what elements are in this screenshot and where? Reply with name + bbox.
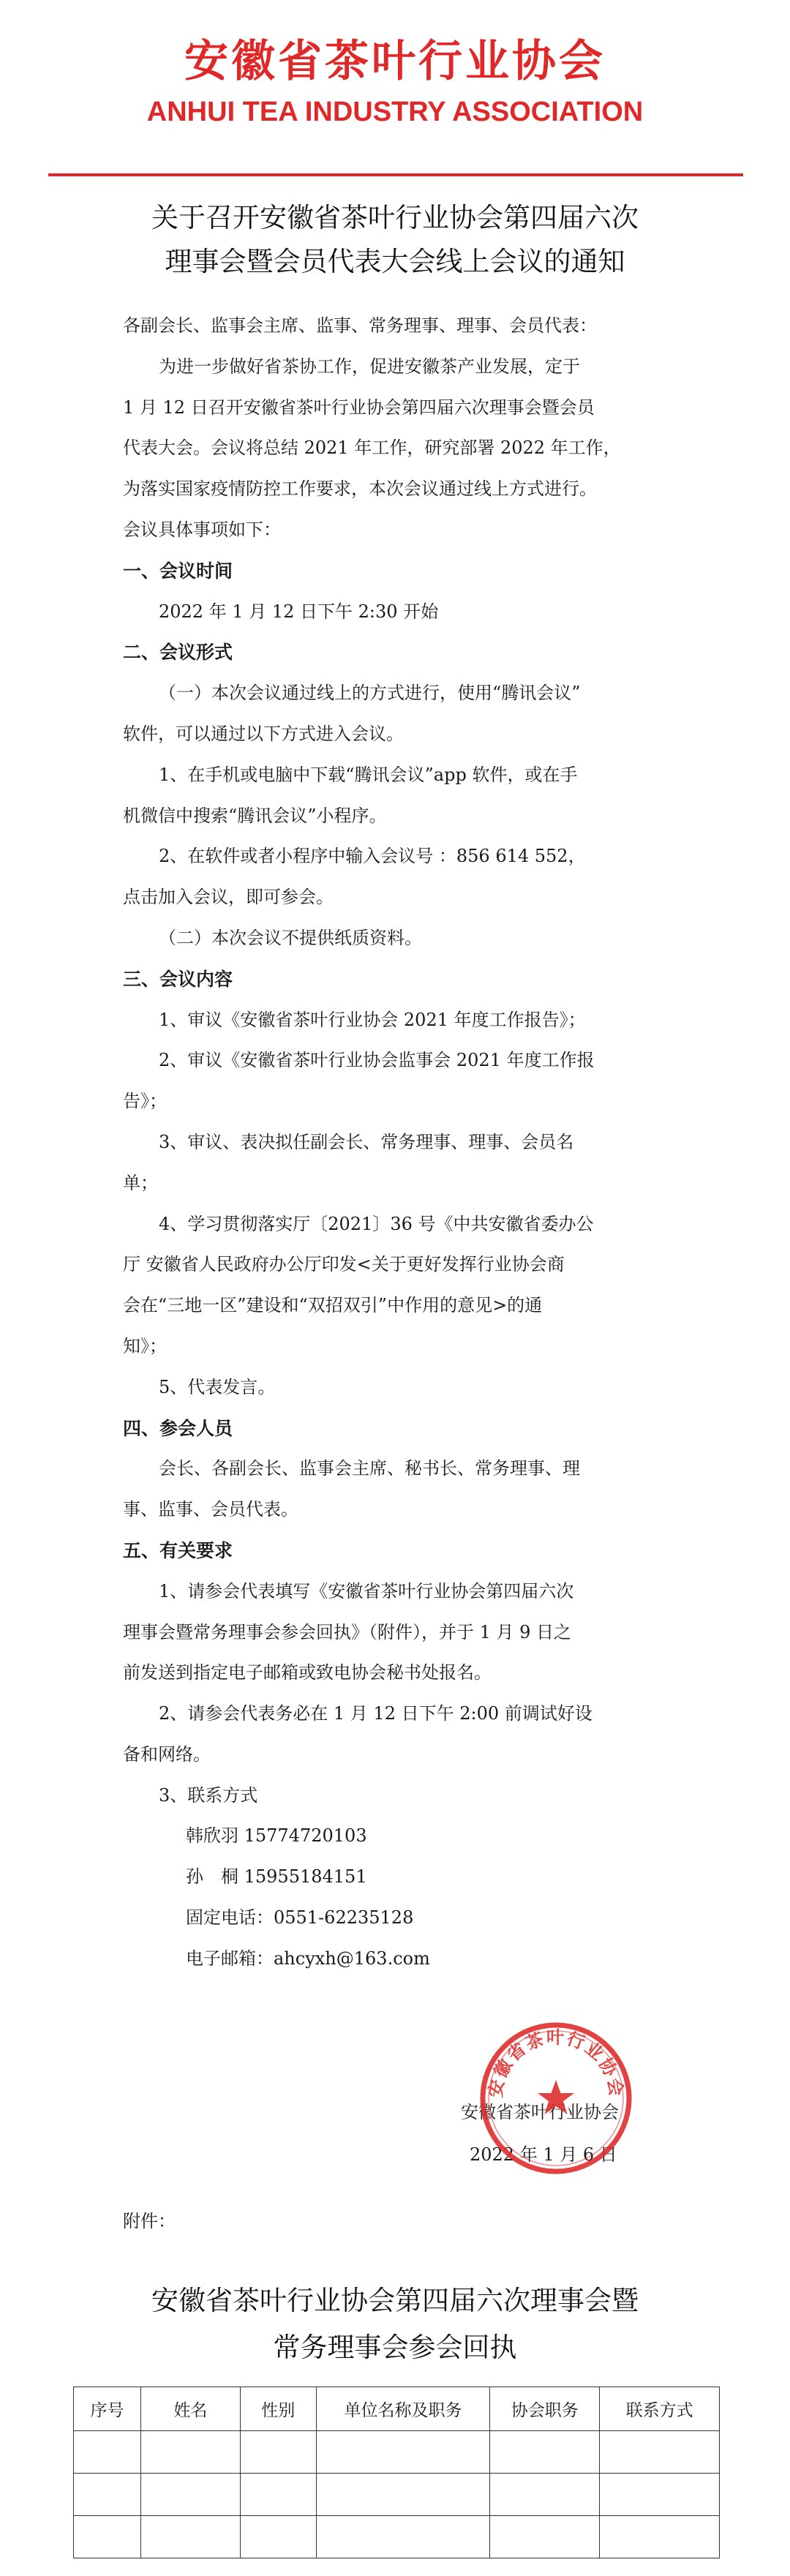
section-3-line: 告》； [123, 1091, 167, 1112]
table-cell[interactable] [600, 2431, 720, 2474]
table-cell[interactable] [316, 2431, 490, 2474]
section-3-line: 单； [123, 1172, 158, 1193]
notice-title-line-1: 关于召开安徽省茶叶行业协会第四届六次 [151, 202, 639, 233]
table-row [74, 2516, 720, 2558]
notice-title-line-2: 理事会暨会员代表大会线上会议的通知 [165, 246, 625, 277]
table-cell[interactable] [140, 2474, 240, 2516]
form-title-line-1: 安徽省茶叶行业协会第四届六次理事会暨 [151, 2285, 639, 2316]
section-2-line: （一）本次会议通过线上的方式进行，使用“腾讯会议” [159, 683, 581, 704]
intro-line: 为进一步做好省茶协工作，促进安徽茶产业发展，定于 [159, 356, 580, 377]
section-4-line: 事、监事、会员代表。 [123, 1499, 298, 1520]
table-cell[interactable] [74, 2516, 141, 2558]
column-header-name: 姓名 [140, 2387, 240, 2431]
table-cell[interactable] [74, 2474, 141, 2516]
section-4-heading: 四、参会人员 [123, 1417, 233, 1439]
table-row [74, 2431, 720, 2474]
header-divider [48, 173, 743, 176]
org-name-cn: 安徽省茶叶行业协会 [184, 36, 606, 87]
official-seal-icon [478, 2020, 634, 2177]
section-2-line: 2、在软件或者小程序中输入会议号 ：856 614 552， [159, 846, 586, 867]
registration-table [73, 2387, 720, 2558]
table-cell[interactable] [600, 2516, 720, 2558]
table-cell[interactable] [490, 2474, 600, 2516]
column-header-role: 协会职务 [490, 2387, 600, 2431]
contact-person: 孙 桐 15955184151 [186, 1866, 367, 1888]
section-5-line: 2、请参会代表务必在 1 月 12 日下午 2:00 前调试好设 [159, 1703, 592, 1724]
section-2-line: 机微信中搜索“腾讯会议”小程序。 [123, 805, 387, 826]
contact-email: 电子邮箱：ahcyxh@163.com [186, 1948, 430, 1969]
section-5-line: 前发送到指定电子邮箱或致电协会秘书处报名。 [123, 1662, 492, 1683]
notice-body [123, 306, 679, 1980]
section-4-line: 会长、各副会长、监事会主席、秘书长、常务理事、理 [159, 1458, 580, 1479]
contact-phone: 固定电话：0551-62235128 [186, 1907, 414, 1929]
table-cell[interactable] [74, 2431, 141, 2474]
section-3-line: 1、审议《安徽省茶叶行业协会 2021 年度工作报告》； [159, 1009, 586, 1030]
org-name-en: ANHUI TEA INDUSTRY ASSOCIATION [146, 97, 644, 127]
section-3-line: 厅 安徽省人民政府办公厅印发<关于更好发挥行业协会商 [123, 1254, 565, 1275]
form-title [0, 2278, 790, 2371]
signature-org: 安徽省茶叶行业协会 [461, 2102, 619, 2122]
section-5-line: 3、联系方式 [159, 1784, 258, 1806]
section-3-line: 4、学习贯彻落实厅〔2021〕36 号《中共安徽省委办公 [159, 1213, 594, 1234]
intro-line: 为落实国家疫情防控工作要求，本次会议通过线上方式进行。 [123, 478, 597, 500]
attachment-label: 附件： [123, 2211, 176, 2231]
column-header-unit: 单位名称及职务 [316, 2387, 490, 2431]
table-cell[interactable] [240, 2431, 316, 2474]
notice-title [0, 196, 790, 284]
section-3-line: 3、审议、表决拟任副会长、常务理事、理事、会员名 [159, 1131, 574, 1152]
section-5-line: 备和网络。 [123, 1743, 211, 1765]
column-header-contact: 联系方式 [600, 2387, 720, 2431]
section-2-line: 1、在手机或电脑中下载“腾讯会议”app 软件，或在手 [159, 764, 578, 785]
intro-line: 会议具体事项如下： [123, 519, 281, 540]
table-cell[interactable] [240, 2516, 316, 2558]
form-title-line-2: 常务理事会参会回执 [273, 2332, 517, 2363]
column-header-gender: 性别 [240, 2387, 316, 2431]
section-2-line: 点击加入会议，即可参会。 [123, 887, 334, 908]
section-3-line: 会在“三地一区”建设和“双招双引”中作用的意见>的通 [123, 1295, 543, 1316]
intro-line: 代表大会。会议将总结 2021 年工作，研究部署 2022 年工作， [123, 438, 621, 459]
section-2-line: 软件，可以通过以下方式进入会议。 [123, 723, 404, 744]
section-3-line: 知》； [123, 1335, 167, 1356]
section-1-heading: 一、会议时间 [123, 560, 233, 582]
section-5-line: 理事会暨常务理事会参会回执》（附件），并于 1 月 9 日之 [123, 1621, 572, 1642]
table-cell[interactable] [316, 2516, 490, 2558]
greeting: 各副会长、监事会主席、监事、常务理事、理事、会员代表： [123, 315, 597, 336]
table-cell[interactable] [140, 2516, 240, 2558]
table-cell[interactable] [316, 2474, 490, 2516]
seal-text: 安徽省茶叶行业协会 [485, 2027, 627, 2099]
table-cell[interactable] [490, 2516, 600, 2558]
table-row [74, 2474, 720, 2516]
table-cell[interactable] [240, 2474, 316, 2516]
table-header-row [74, 2387, 720, 2431]
signature-date: 2022 年 1 月 6 日 [470, 2144, 617, 2165]
section-3-line: 2、审议《安徽省茶叶行业协会监事会 2021 年度工作报 [159, 1050, 595, 1071]
section-2-line: （二）本次会议不提供纸质资料。 [159, 927, 422, 948]
section-3-line: 5、代表发言。 [159, 1376, 276, 1397]
table-cell[interactable] [140, 2431, 240, 2474]
section-5-line: 1、请参会代表填写《安徽省茶叶行业协会第四届六次 [159, 1580, 574, 1601]
section-2-heading: 二、会议形式 [123, 642, 233, 664]
intro-line: 1 月 12 日召开安徽省茶叶行业协会第四届六次理事会暨会员 [123, 397, 595, 418]
meeting-time: 2022 年 1 月 12 日下午 2:30 开始 [159, 601, 439, 622]
column-header-index: 序号 [74, 2387, 141, 2431]
section-5-heading: 五、有关要求 [123, 1539, 233, 1561]
table-cell[interactable] [600, 2474, 720, 2516]
table-cell[interactable] [490, 2431, 600, 2474]
section-3-heading: 三、会议内容 [123, 968, 233, 990]
contact-person: 韩欣羽 15774720103 [186, 1825, 367, 1847]
